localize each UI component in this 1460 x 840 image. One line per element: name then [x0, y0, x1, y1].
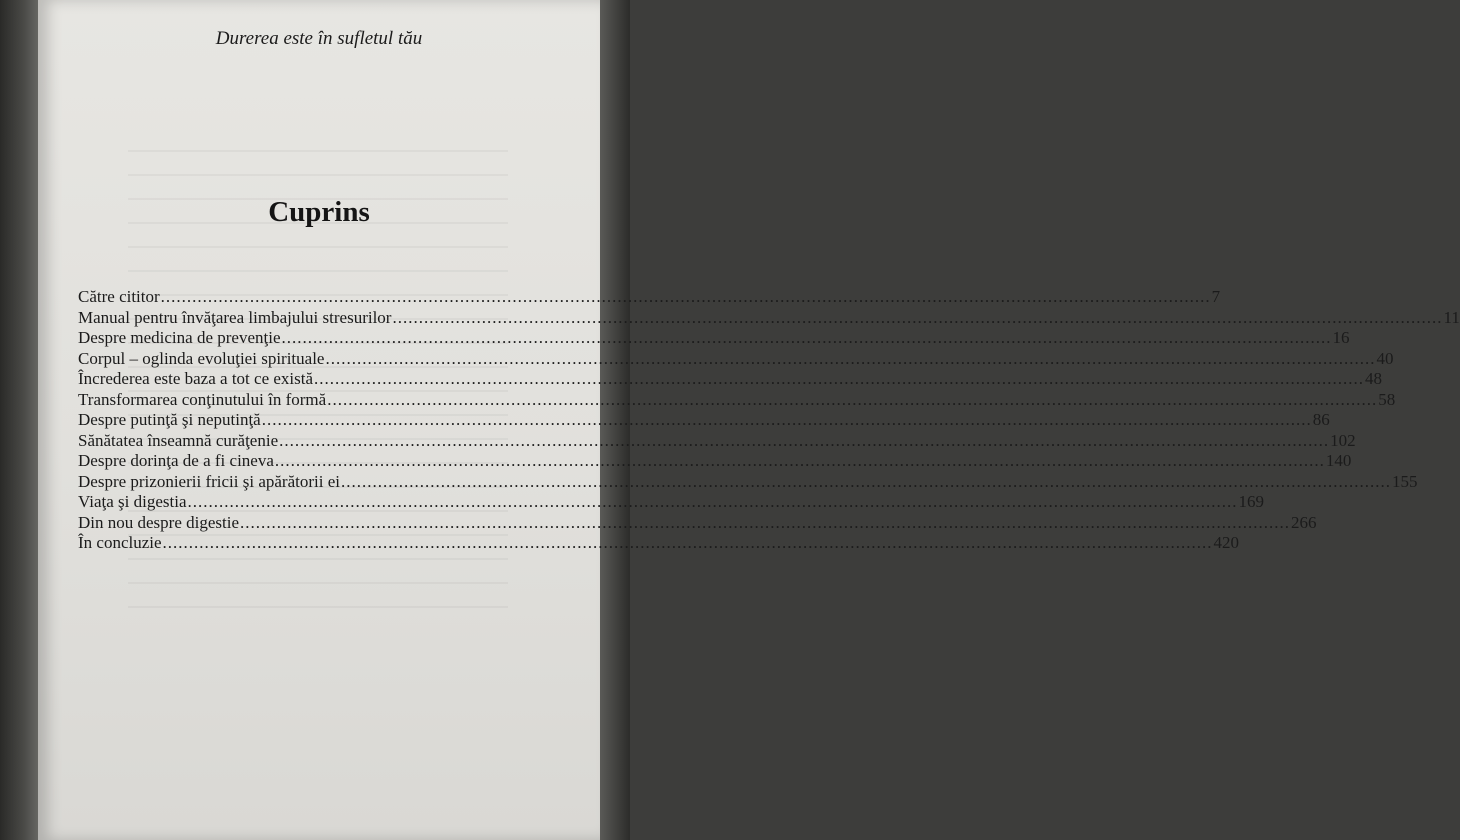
- dot-leader: ........................................................................................................................................................................................................: [240, 512, 1290, 532]
- dot-leader: ........................................................................................................................................................................................................: [187, 492, 1238, 511]
- toc-entry-page: 16: [1332, 328, 1350, 347]
- dot-leader: ........................................................................................................................................................................................................: [261, 410, 1312, 429]
- toc-entry-title: Sănătatea înseamnă curăţenie: [78, 430, 279, 450]
- toc-entry: [78, 492, 1265, 513]
- table-of-contents: [78, 287, 1460, 554]
- toc-entry: [78, 430, 1356, 452]
- dot-leader: ........................................................................................................................................................................................................: [325, 348, 1376, 368]
- toc-entry-page: 48: [1365, 369, 1383, 388]
- dot-leader: ........................................................................................................................................................................................................: [314, 369, 1365, 388]
- toc-entry: [78, 389, 1396, 411]
- toc-entry-page: 11: [1443, 307, 1460, 327]
- toc-entry-title: Manual pentru învăţarea limbajului stresurilor: [78, 307, 392, 327]
- toc-entry-title: Corpul – oglinda evoluţiei spirituale: [78, 348, 325, 368]
- toc-entry: [78, 328, 1350, 349]
- toc-entry-page: 169: [1238, 492, 1265, 511]
- toc-entry-title: Despre putinţă şi neputinţă: [78, 410, 261, 429]
- toc-entry-page: 155: [1391, 471, 1418, 491]
- toc-entry: [78, 471, 1418, 493]
- dot-leader: ........................................................................................................................................................................................................: [392, 307, 1443, 327]
- toc-entry-title: Din nou despre digestie: [78, 512, 239, 532]
- toc-entry-title: Despre prizonierii fricii şi apărătorii ei: [78, 471, 340, 491]
- running-header: Durerea este în sufletul tău: [215, 28, 423, 49]
- toc-entry-page: 40: [1376, 348, 1394, 368]
- toc-entry: [78, 348, 1394, 370]
- toc-entry: [78, 307, 1460, 329]
- toc-entry-title: Transformarea conţinutului în formă: [78, 389, 327, 409]
- dot-leader: ........................................................................................................................................................................................................: [327, 389, 1378, 409]
- toc-entry-page: 86: [1312, 410, 1330, 429]
- dot-leader: ........................................................................................................................................................................................................: [340, 471, 1391, 491]
- toc-entry-page: 102: [1330, 430, 1356, 450]
- toc-entry-page: 58: [1378, 389, 1396, 409]
- toc-entry-title: Despre dorinţa de a fi cineva: [78, 451, 274, 470]
- toc-title: Cuprins: [268, 196, 370, 228]
- toc-entry: [78, 533, 1240, 554]
- dot-leader: ........................................................................................................................................................................................................: [160, 287, 1211, 306]
- toc-entry-title: Către cititor: [78, 287, 160, 306]
- toc-entry: [78, 410, 1330, 431]
- toc-entry: [78, 287, 1221, 308]
- dot-leader: ........................................................................................................................................................................................................: [281, 328, 1332, 347]
- dot-leader: ........................................................................................................................................................................................................: [162, 533, 1213, 552]
- toc-entry-title: În concluzie: [78, 533, 162, 552]
- toc-entry-page: 266: [1291, 512, 1317, 532]
- book-spine-shadow: [0, 0, 40, 840]
- toc-entry: [78, 512, 1317, 534]
- toc-entry-title: Viaţa şi digestia: [78, 492, 187, 511]
- toc-entry: [78, 369, 1383, 390]
- toc-entry-title: Despre medicina de prevenţie: [78, 328, 281, 347]
- toc-entry-title: Încrederea este baza a tot ce există: [78, 369, 314, 388]
- dot-leader: ........................................................................................................................................................................................................: [274, 451, 1325, 470]
- toc-entry-page: 7: [1211, 287, 1221, 306]
- toc-entry: [78, 451, 1352, 472]
- dot-leader: ........................................................................................................................................................................................................: [279, 430, 1330, 450]
- toc-entry-page: 140: [1325, 451, 1352, 470]
- toc-entry-page: 420: [1213, 533, 1240, 552]
